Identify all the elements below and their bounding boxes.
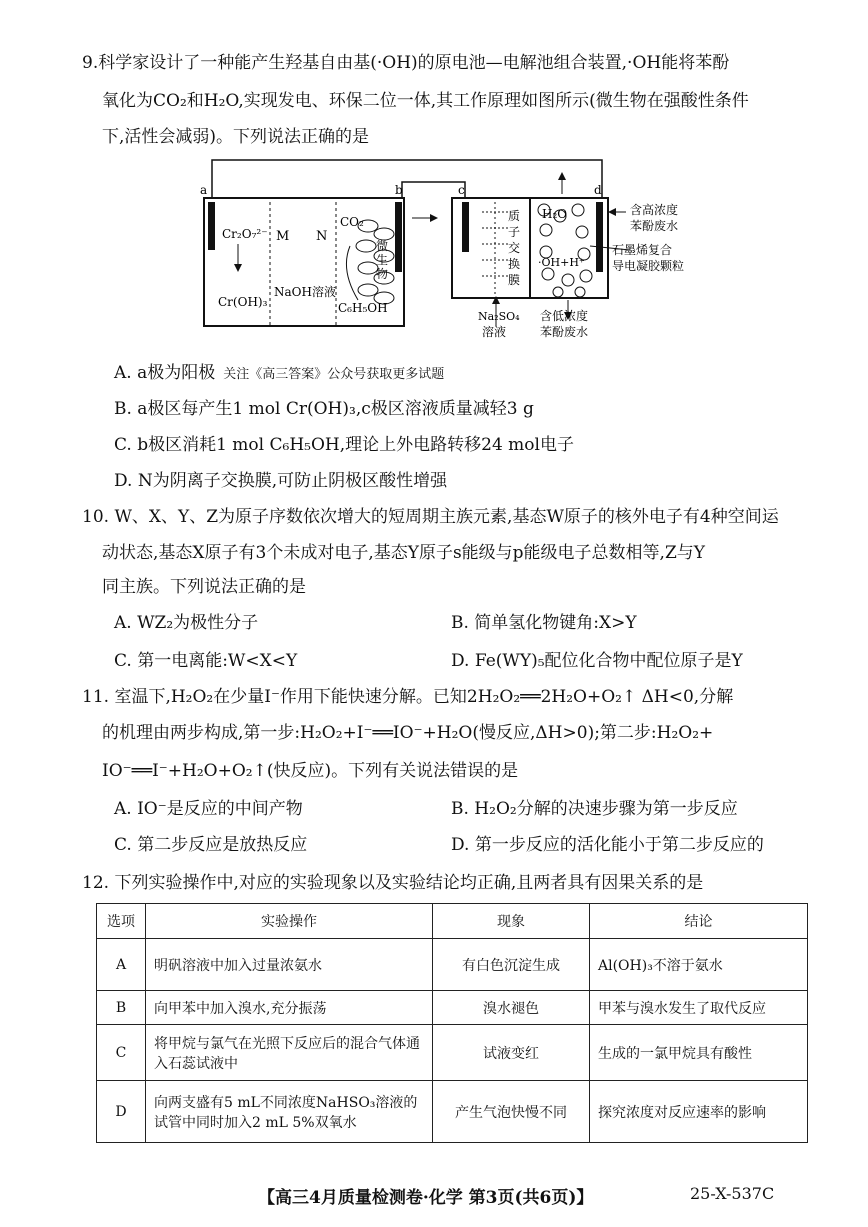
- table-cell: 甲苯与溴水发生了取代反应: [590, 991, 808, 1025]
- q9-option-b: B. a极区每产生1 mol Cr(OH)₃,c极区溶液质量减轻3 g: [114, 399, 534, 419]
- label-graphene-2: 导电凝胶颗粒: [612, 259, 685, 273]
- q12-table: [96, 903, 808, 1143]
- watermark-note: 关注《高三答案》公众号获取更多试题: [223, 367, 445, 382]
- label-n: N: [316, 229, 328, 244]
- q11-option-d: D. 第一步反应的活化能小于第二步反应的: [451, 835, 764, 855]
- table-cell: 溴水褪色: [433, 991, 590, 1025]
- q10-option-a: A. WZ₂为极性分子: [114, 613, 259, 633]
- table-cell: 探究浓度对反应速率的影响: [590, 1081, 808, 1143]
- q11-option-c: C. 第二步反应是放热反应: [114, 835, 308, 855]
- table-cell: 生成的一氯甲烷具有酸性: [590, 1025, 808, 1081]
- label-d: d: [594, 183, 602, 197]
- table-cell: 向两支盛有5 mL不同浓度NaHSO₃溶液的试管中同时加入2 mL 5%双氧水: [146, 1081, 433, 1143]
- table-cell: 将甲烷与氯气在光照下反应后的混合气体通入石蕊试液中: [146, 1025, 433, 1081]
- table-row: [97, 1025, 808, 1081]
- label-na2so4-2: 溶液: [482, 325, 507, 339]
- label-co2: CO₂: [340, 215, 364, 229]
- page-footer-title: 【高三4月质量检测卷·化学 第3页(共6页)】: [258, 1188, 594, 1208]
- table-cell: 试液变红: [433, 1025, 590, 1081]
- table-row: [97, 1081, 808, 1143]
- q9-option-a-text: A. a极为阳极: [114, 363, 216, 383]
- label-a: a: [200, 183, 208, 197]
- q11-option-b: B. H₂O₂分解的决速步骤为第一步反应: [451, 799, 738, 819]
- page-footer-code: 25-X-537C: [690, 1184, 775, 1203]
- table-cell: 有白色沉淀生成: [433, 939, 590, 991]
- q11-line-3: IO⁻══I⁻+H₂O+O₂↑(快反应)。下列有关说法错误的是: [102, 761, 519, 781]
- q9-option-c: C. b极区消耗1 mol C₆H₅OH,理论上外电路转移24 mol电子: [114, 435, 574, 455]
- label-membrane-5: 膜: [508, 273, 521, 287]
- label-microbe-2: 生: [376, 253, 389, 267]
- label-high-phenol-2: 苯酚废水: [630, 219, 679, 233]
- table-header-row: [97, 904, 808, 939]
- q9-line-1: 9.科学家设计了一种能产生羟基自由基(·OH)的原电池—电解池组合装置,·OH能将苯酚: [82, 53, 730, 73]
- label-high-phenol-1: 含高浓度: [630, 203, 679, 217]
- q10-option-d: D. Fe(WY)₅配位化合物中配位原子是Y: [451, 651, 743, 671]
- label-h2o: H₂O: [542, 207, 568, 221]
- label-microbe-3: 物: [376, 267, 389, 281]
- table-cell: D: [97, 1081, 146, 1143]
- label-membrane-4: 换: [508, 257, 521, 271]
- label-m: M: [276, 229, 290, 244]
- label-b: b: [395, 183, 403, 197]
- q9-option-d: D. N为阴离子交换膜,可防止阴极区酸性增强: [114, 471, 448, 491]
- table-cell: 向甲苯中加入溴水,充分振荡: [146, 991, 433, 1025]
- header-phenomenon: 现象: [433, 904, 590, 939]
- table-row: [97, 939, 808, 991]
- q9-option-a: [114, 358, 444, 383]
- table-cell: Al(OH)₃不溶于氨水: [590, 939, 808, 991]
- q11-line-2: 的机理由两步构成,第一步:H₂O₂+I⁻══IO⁻+H₂O(慢反应,ΔH>0);第二步:H₂O₂+: [102, 723, 714, 743]
- q10-line-3: 同主族。下列说法正确的是: [102, 577, 306, 597]
- label-na2so4-1: Na₂SO₄: [478, 310, 520, 323]
- label-croh3: Cr(OH)₃: [218, 295, 268, 309]
- header-conclusion: 结论: [590, 904, 808, 939]
- label-low-phenol-2: 苯酚废水: [540, 325, 589, 339]
- label-c: c: [458, 183, 465, 197]
- label-graphene-1: 石墨烯复合: [612, 243, 673, 257]
- label-oh-h: ·OH+H⁺: [538, 256, 585, 269]
- table-row: [97, 991, 808, 1025]
- microbe-blob: [356, 220, 394, 304]
- label-membrane-2: 子: [508, 225, 521, 239]
- table-cell: A: [97, 939, 146, 991]
- label-naoh: NaOH溶液: [274, 285, 336, 299]
- q9-diagram: [190, 150, 720, 350]
- label-membrane-1: 质: [508, 209, 521, 223]
- q12-stem: 12. 下列实验操作中,对应的实验现象以及实验结论均正确,且两者具有因果关系的是: [82, 873, 704, 893]
- table-cell: C: [97, 1025, 146, 1081]
- label-low-phenol-1: 含低浓度: [540, 309, 589, 323]
- q10-option-c: C. 第一电离能:W<X<Y: [114, 651, 298, 671]
- label-membrane-3: 交: [508, 241, 521, 255]
- table-cell: B: [97, 991, 146, 1025]
- q10-line-1: 10. W、X、Y、Z为原子序数依次增大的短周期主族元素,基态W原子的核外电子有4种空间运: [82, 507, 779, 527]
- q9-line-2: 氧化为CO₂和H₂O,实现发电、环保二位一体,其工作原理如图所示(微生物在强酸性条件: [102, 91, 749, 111]
- q11-line-1: 11. 室温下,H₂O₂在少量I⁻作用下能快速分解。已知2H₂O₂══2H₂O+O₂↑ ΔH<0,分解: [82, 687, 734, 707]
- label-cr2o7: Cr₂O₇²⁻: [222, 227, 268, 241]
- table-cell: 明矾溶液中加入过量浓氨水: [146, 939, 433, 991]
- q10-option-b: B. 简单氢化物键角:X>Y: [451, 613, 637, 633]
- header-option: 选项: [97, 904, 146, 939]
- label-c6h5oh: C₆H₅OH: [338, 301, 388, 315]
- q11-option-a: A. IO⁻是反应的中间产物: [114, 799, 303, 819]
- label-microbe-1: 微: [376, 239, 389, 253]
- q10-line-2: 动状态,基态X原子有3个未成对电子,基态Y原子s能级与p能级电子总数相等,Z与Y: [102, 543, 705, 563]
- header-operation: 实验操作: [146, 904, 433, 939]
- table-cell: 产生气泡快慢不同: [433, 1081, 590, 1143]
- q9-line-3: 下,活性会减弱)。下列说法正确的是: [102, 127, 370, 147]
